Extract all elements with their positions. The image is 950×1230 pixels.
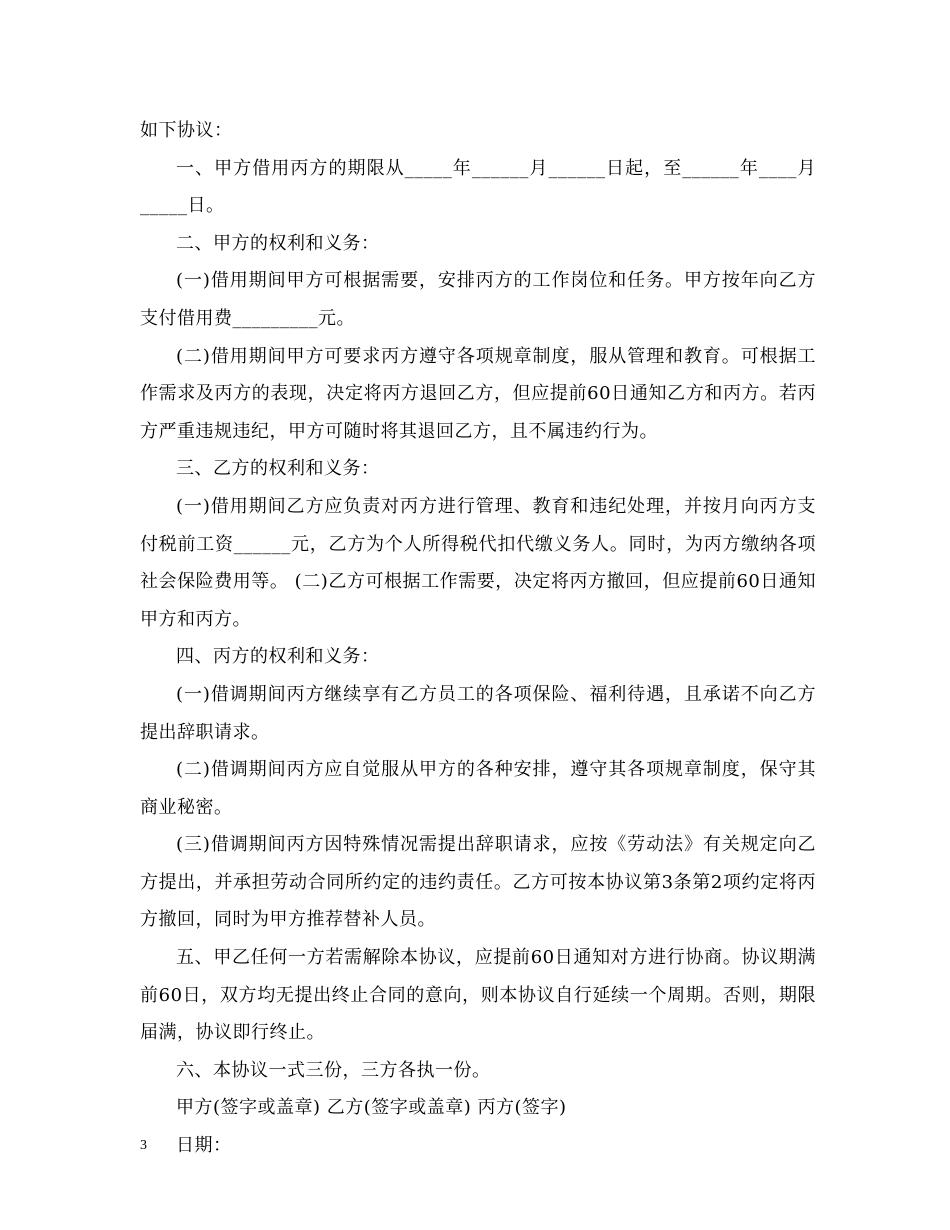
heading-party-c-rights: 四、丙方的权利和义务： xyxy=(176,646,380,668)
clause-party-c-3: (三)借调期间丙方因特殊情况需提出辞职请求，应按《劳动法》有关规定向乙方提出，并承担劳动合同所约定的违约责任。乙方可按本协议第3条第2项约定将丙方撤回，同时为甲方推荐替补人员。 xyxy=(140,834,816,931)
clause-term: 一、甲方借用丙方的期限从_____年______月______日起，至______年____月_____日。 xyxy=(140,157,816,217)
heading-party-b-rights: 三、乙方的权利和义务： xyxy=(176,458,380,480)
heading-party-a-rights: 二、甲方的权利和义务： xyxy=(176,232,380,254)
clause-party-b-1-2: (一)借用期间乙方应负责对丙方进行管理、教育和违纪处理，并按月向丙方支付税前工资______元，乙方为个人所得税代扣代缴义务人。同时，为丙方缴纳各项社会保险费用等。 (二)乙方可根据工作需要，决定将丙方撤回，但应提前60日通知甲方和丙方。 xyxy=(140,495,816,630)
clause-party-a-2: (二)借用期间甲方可要求丙方遵守各项规章制度，服从管理和教育。可根据工作需求及丙方的表现，决定将丙方退回乙方，但应提前60日通知乙方和丙方。若丙方严重违规违纪，甲方可随时将其退回乙方，且不属违约行为。 xyxy=(140,345,816,442)
clause-party-c-2: (二)借调期间丙方应自觉服从甲方的各种安排，遵守其各项规章制度，保守其商业秘密。 xyxy=(140,759,816,818)
document-body xyxy=(140,112,816,1165)
page-number: 3 xyxy=(140,1138,147,1153)
lead-text: 如下协议： xyxy=(140,120,233,141)
clause-copies: 六、本协议一式三份，三方各执一份。 xyxy=(176,1059,491,1081)
clause-termination: 五、甲乙任何一方若需解除本协议，应提前60日通知对方进行协商。协议期满前60日，双方均无提出终止合同的意向，则本协议自行延续一个周期。否则，期限届满，协议即行终止。 xyxy=(140,947,816,1044)
date-line: 日期： xyxy=(176,1135,232,1157)
clause-party-a-1: (一)借用期间甲方可根据需要，安排丙方的工作岗位和任务。甲方按年向乙方支付借用费_________元。 xyxy=(140,270,816,329)
signature-line: 甲方(签字或盖章) 乙方(签字或盖章) 丙方(签字) xyxy=(176,1097,567,1119)
clause-party-c-1: (一)借调期间丙方继续享有乙方员工的各项保险、福利待遇，且承诺不向乙方提出辞职请求。 xyxy=(140,683,816,743)
